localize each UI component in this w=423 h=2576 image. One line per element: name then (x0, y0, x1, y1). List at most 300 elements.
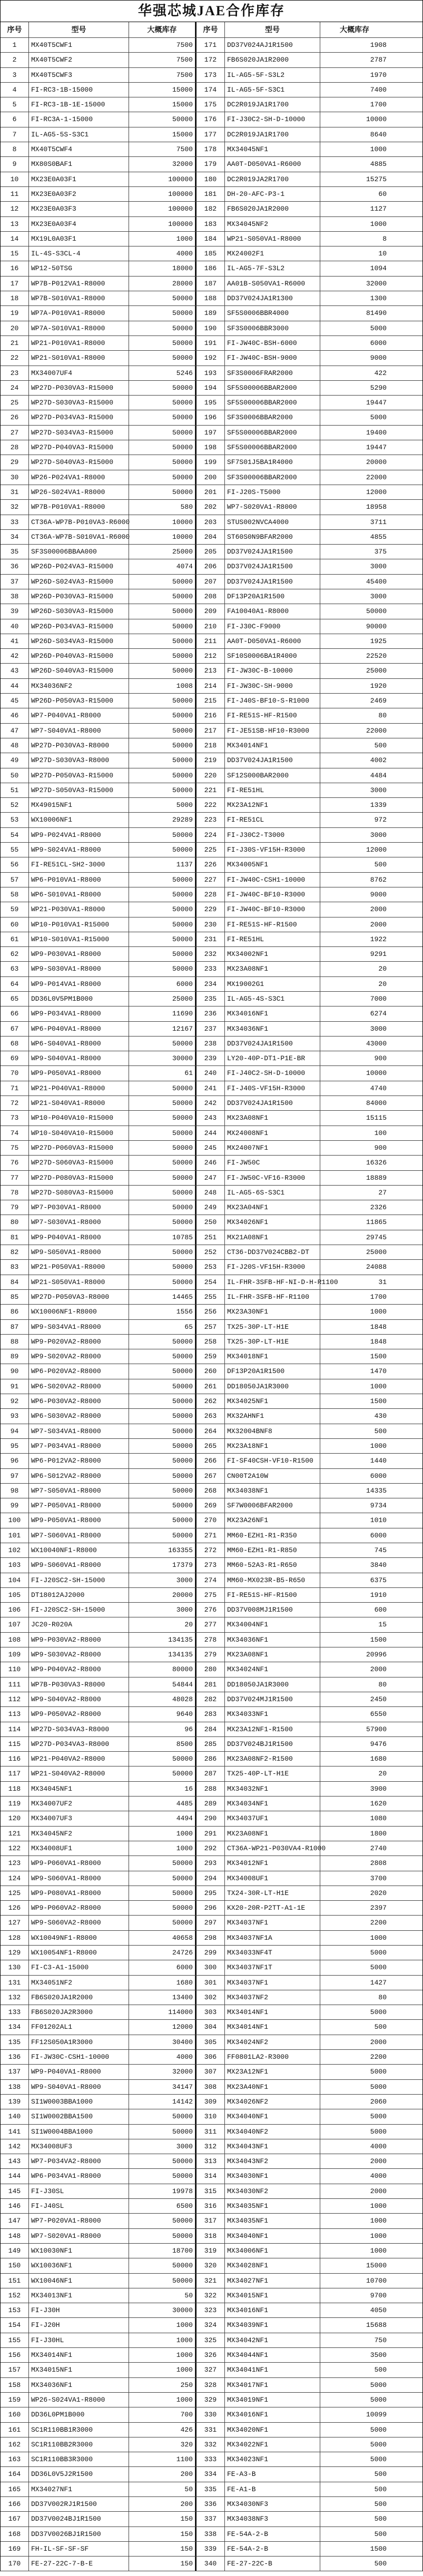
table-row (1, 887, 422, 902)
table-row (1, 1037, 422, 1051)
model-cell: WX10040NF1-R8000 (29, 1543, 129, 1557)
model-cell: WP26D-P040VA3-R15000 (29, 649, 129, 663)
table-row (1, 2065, 422, 2079)
qty-cell: 1000 (129, 2318, 195, 2332)
qty-cell: 9291 (370, 950, 387, 959)
table-row (1, 396, 422, 410)
qty-cell: 50000 (129, 768, 195, 783)
qty-cell: 50000 (129, 410, 195, 425)
qty-cell: 2000 (370, 2187, 387, 2195)
qty-cell: 5000 (370, 2113, 387, 2121)
row-number: 86 (1, 1305, 29, 1319)
qty-cell: 25000 (366, 667, 387, 675)
qty-cell: 8762 (370, 875, 387, 884)
qty-cell: 45400 (366, 577, 387, 586)
qty-cell: 500 (374, 2500, 387, 2508)
model-cell: FI-J20SC2-SH-15000 (29, 1603, 129, 1617)
qty-cell: 1556 (129, 1305, 195, 1319)
qty-cell: 2808 (370, 1859, 387, 1868)
qty-cell: 11690 (129, 1006, 195, 1021)
model-cell: WP27D-S040VA3-R15000 (29, 455, 129, 469)
row-number: 18 (1, 291, 29, 305)
table-row (1, 1349, 422, 1364)
row-number: 304 (196, 2020, 225, 2034)
model-cell: DD18050JA1R3000 (225, 1677, 320, 1692)
row-number: 336 (196, 2497, 225, 2511)
model-cell: WP26D-P050VA3-R15000 (29, 694, 129, 708)
model-cell: MX24007NF1 (225, 1141, 320, 1155)
model-cell: MX23A08NF1 (225, 962, 320, 976)
row-number: 104 (1, 1573, 29, 1587)
row-number: 160 (1, 2407, 29, 2422)
row-number: 302 (196, 1990, 225, 2005)
qty-cell: 14142 (129, 2095, 195, 2109)
qty-cell: 5000 (370, 2425, 387, 2434)
model-cell: WP27D-P080VA3-R15000 (29, 1171, 129, 1185)
qty-cell: 6274 (370, 1010, 387, 1018)
model-cell: WP7-P034VA2-R8000 (29, 2154, 129, 2168)
qty-cell: 50000 (129, 1349, 195, 1364)
qty-cell: 29289 (129, 813, 195, 827)
model-cell: WP7B-P012VA1-R8000 (29, 277, 129, 291)
qty-cell: 900 (374, 1054, 387, 1063)
model-cell: MX23A12NF1-R1500 (225, 1722, 320, 1736)
qty-cell: 24088 (366, 1263, 387, 1271)
model-cell: WP26D-S040VA3-R15000 (29, 664, 129, 678)
model-cell: IL-4S-S3CL-4 (29, 246, 129, 261)
qty-cell: 50000 (129, 649, 195, 663)
model-cell: IL-FHR-3SFB-HF-NI-D-H-R1100 (225, 1275, 320, 1289)
model-cell: FI-J20SC2-SH-15000 (29, 1573, 129, 1587)
qty-cell: 1000 (129, 232, 195, 246)
model-cell: WP9-S030VA1-R8000 (29, 962, 129, 976)
row-number: 237 (196, 1022, 225, 1036)
table-row (1, 426, 422, 440)
model-cell: WP26-S024VA1-R8000 (29, 485, 129, 499)
qty-cell: 80 (378, 712, 387, 720)
table-row (1, 1051, 422, 1066)
row-number: 131 (1, 1976, 29, 1990)
qty-cell: 20996 (366, 1651, 387, 1659)
table-row (1, 1171, 422, 1186)
row-number: 282 (196, 1692, 225, 1706)
row-number: 279 (196, 1647, 225, 1662)
model-cell: WP9-P040VA1-R8000 (29, 1230, 129, 1245)
qty-cell: 1970 (370, 71, 387, 79)
model-cell: SC1R110BB3R3000 (29, 2452, 129, 2466)
table-row (1, 724, 422, 738)
model-cell: WP10-P010VA1-R15000 (29, 917, 129, 932)
row-number: 73 (1, 1111, 29, 1125)
qty-cell: 500 (374, 2530, 387, 2538)
model-cell: MM60-52A3-R1-R650 (225, 1558, 320, 1572)
row-number: 122 (1, 1841, 29, 1855)
model-cell: FI-J40C2-SH-D-10000 (225, 1066, 320, 1080)
table-row (1, 68, 422, 83)
row-number: 236 (196, 1006, 225, 1021)
table-row (1, 1245, 422, 1260)
qty-cell: 150 (129, 2542, 195, 2556)
row-number: 228 (196, 887, 225, 902)
qty-cell: 2326 (370, 1203, 387, 1212)
header-row (1, 22, 422, 38)
row-number: 154 (1, 2318, 29, 2332)
qty-cell: 5246 (129, 366, 195, 380)
model-cell: WP26-S024VA1-R8000 (29, 2393, 129, 2407)
row-number: 42 (1, 649, 29, 663)
model-cell: WP7-S034VA1-R8000 (29, 1424, 129, 1438)
qty-cell: 50000 (129, 2154, 195, 2168)
row-number: 13 (1, 217, 29, 231)
qty-cell: 50000 (129, 426, 195, 440)
row-number: 298 (196, 1931, 225, 1945)
row-number: 113 (1, 1707, 29, 1721)
table-row (1, 1260, 422, 1275)
header-no-right: 序号 (196, 22, 225, 37)
row-number: 231 (196, 932, 225, 946)
table-row (1, 321, 422, 336)
row-number: 234 (196, 977, 225, 991)
row-number: 206 (196, 559, 225, 574)
row-number: 286 (196, 1752, 225, 1766)
model-cell: CT36A-WP7B-S010VA1-R6000 (29, 530, 129, 544)
qty-cell: 30400 (129, 2035, 195, 2049)
model-cell: TX25-30P-LT-H1E (225, 1335, 320, 1349)
qty-cell: 50000 (129, 440, 195, 455)
row-number: 134 (1, 2020, 29, 2034)
qty-cell: 250 (129, 2378, 195, 2392)
model-cell: MX40T5CWF3 (29, 68, 129, 82)
qty-cell: 50000 (129, 694, 195, 708)
qty-cell: 20 (378, 1770, 387, 1778)
model-cell: DD37V024JA1R1500 (225, 559, 320, 574)
model-cell: MX34023NF1 (225, 2452, 320, 2466)
qty-cell: 50000 (129, 902, 195, 916)
model-cell: WP9-S040VA1-R8000 (29, 1051, 129, 1065)
table-row (1, 843, 422, 857)
qty-cell: 15000 (129, 83, 195, 97)
qty-cell: 6000 (129, 977, 195, 991)
model-cell: FI-RE51HL (225, 932, 320, 946)
row-number: 323 (196, 2303, 225, 2317)
qty-cell: 50000 (129, 619, 195, 634)
row-number: 188 (196, 291, 225, 305)
row-number: 280 (196, 1662, 225, 1676)
row-number: 143 (1, 2154, 29, 2168)
model-cell: MX34005NF1 (225, 857, 320, 872)
qty-cell: 600 (374, 1606, 387, 1614)
qty-cell: 7000 (370, 995, 387, 1003)
qty-cell: 7500 (129, 68, 195, 82)
qty-cell: 19447 (366, 399, 387, 407)
header-model-right: 型号 (225, 22, 320, 37)
row-number: 321 (196, 2274, 225, 2288)
model-cell: FI-RC3A-1-15000 (29, 112, 129, 126)
model-cell: MX32AHNF1 (225, 1409, 320, 1423)
row-number: 22 (1, 351, 29, 365)
row-number: 128 (1, 1931, 29, 1945)
table-row (1, 2363, 422, 2377)
qty-cell: 3000 (129, 1573, 195, 1587)
model-cell: MX34012NF1 (225, 1856, 320, 1870)
table-row (1, 2080, 422, 2095)
row-number: 133 (1, 2005, 29, 2019)
qty-cell: 80 (378, 1993, 387, 2001)
row-number: 25 (1, 396, 29, 410)
table-row (1, 142, 422, 157)
table-row (1, 485, 422, 500)
qty-cell: 10 (378, 250, 387, 258)
qty-cell: 500 (374, 861, 387, 869)
table-row (1, 604, 422, 619)
qty-cell: 1010 (370, 1516, 387, 1525)
model-cell: SF5S0006BBR4000 (225, 306, 320, 320)
row-number: 329 (196, 2393, 225, 2407)
qty-cell: 50000 (129, 2274, 195, 2288)
qty-cell: 9000 (370, 890, 387, 899)
table-row (1, 589, 422, 604)
table-row (1, 2348, 422, 2363)
table-row (1, 1946, 422, 1960)
row-number: 96 (1, 1454, 29, 1468)
model-cell: WP7-S060VA1-R8000 (29, 1528, 129, 1543)
table-row (1, 649, 422, 664)
table-row (1, 2378, 422, 2393)
table-row (1, 38, 422, 53)
row-number: 8 (1, 142, 29, 156)
qty-cell: 50000 (129, 1409, 195, 1423)
row-number: 247 (196, 1171, 225, 1185)
qty-cell: 50000 (129, 843, 195, 857)
qty-cell: 20000 (366, 458, 387, 467)
table-row (1, 381, 422, 396)
table-row (1, 515, 422, 530)
model-cell: MX34027NF1 (29, 2482, 129, 2496)
row-number: 268 (196, 1484, 225, 1498)
qty-cell: 15275 (366, 175, 387, 183)
qty-cell: 4484 (370, 771, 387, 779)
model-cell: MX34007UF4 (29, 366, 129, 380)
row-number: 223 (196, 813, 225, 827)
model-cell: WP7-S020VA1-R8000 (225, 500, 320, 514)
qty-cell: 50000 (129, 1901, 195, 1915)
row-number: 267 (196, 1469, 225, 1483)
row-number: 288 (196, 1782, 225, 1796)
row-number: 265 (196, 1439, 225, 1453)
model-cell: DC2R019JA1R1700 (225, 127, 320, 142)
row-number: 141 (1, 2125, 29, 2139)
qty-cell: 50000 (129, 1484, 195, 1498)
qty-cell: 57900 (366, 1725, 387, 1733)
row-number: 148 (1, 2229, 29, 2243)
model-cell: MX34015NF1 (29, 2363, 129, 2377)
qty-cell: 96 (129, 1722, 195, 1736)
row-number: 217 (196, 724, 225, 738)
table-row (1, 2482, 422, 2497)
model-cell: SF10S0006BA1R4000 (225, 649, 320, 663)
table-row (1, 1737, 422, 1752)
table-row (1, 1394, 422, 1409)
model-cell: WP26D-P034VA3-R15000 (29, 619, 129, 634)
qty-cell: 12000 (129, 2020, 195, 2034)
model-cell: WP7-S030VA1-R8000 (29, 1215, 129, 1229)
model-cell: FI-J40S-BF10-S-R1000 (225, 694, 320, 708)
model-cell: WP27D-P060VA3-R15000 (29, 1141, 129, 1155)
qty-cell: 200 (129, 2497, 195, 2511)
qty-cell: 7500 (129, 53, 195, 67)
table-row (1, 828, 422, 843)
row-number: 203 (196, 515, 225, 529)
qty-cell: 50000 (129, 306, 195, 320)
model-cell: MX34045NF1 (225, 142, 320, 156)
qty-cell: 50000 (129, 291, 195, 305)
model-cell: WP21-P050VA1-R8000 (29, 1260, 129, 1274)
model-cell: WP9-P024VA1-R8000 (29, 828, 129, 842)
model-cell: WP6-P012VA2-R8000 (29, 1454, 129, 1468)
model-cell: WP21-S050VA1-R8000 (29, 1275, 129, 1289)
qty-cell: 12000 (366, 488, 387, 496)
model-cell: WX10006NF1 (29, 813, 129, 827)
model-cell: DD37V024JA1R1500 (225, 1096, 320, 1110)
model-cell: WP7-P020VA1-R8000 (29, 2214, 129, 2228)
row-number: 253 (196, 1260, 225, 1274)
model-cell: WP7-S020VA1-R8000 (29, 2229, 129, 2243)
qty-cell: 6000 (370, 339, 387, 347)
qty-cell: 900 (374, 1143, 387, 1152)
model-cell: WX10049NF1-R8000 (29, 1931, 129, 1945)
qty-cell: 1620 (370, 1800, 387, 1808)
row-number: 116 (1, 1752, 29, 1766)
qty-cell: 8500 (129, 1737, 195, 1751)
row-number: 109 (1, 1647, 29, 1662)
table-row (1, 1990, 422, 2005)
row-number: 207 (196, 575, 225, 589)
table-row (1, 1647, 422, 1662)
qty-cell: 7500 (129, 142, 195, 156)
model-cell: WP27D-S060VA3-R15000 (29, 1156, 129, 1170)
row-number: 127 (1, 1916, 29, 1930)
row-number: 194 (196, 381, 225, 395)
qty-cell: 1000 (370, 145, 387, 154)
row-number: 6 (1, 112, 29, 126)
row-number: 312 (196, 2139, 225, 2154)
qty-cell: 54844 (129, 1677, 195, 1692)
qty-cell: 10000 (129, 515, 195, 529)
model-cell: DD18050JA1R3000 (225, 1379, 320, 1394)
table-row (1, 500, 422, 515)
model-cell: MX23E0A03F4 (29, 217, 129, 231)
row-number: 62 (1, 947, 29, 961)
table-row (1, 83, 422, 97)
table-row (1, 2437, 422, 2452)
qty-cell: 1000 (129, 2333, 195, 2347)
row-number: 241 (196, 1081, 225, 1095)
row-number: 161 (1, 2423, 29, 2437)
qty-cell: 1680 (129, 1976, 195, 1990)
table-row (1, 440, 422, 455)
row-number: 289 (196, 1797, 225, 1811)
model-cell: DH-20-AFC-P3-1 (225, 187, 320, 201)
row-number: 260 (196, 1364, 225, 1378)
qty-cell: 50000 (129, 1752, 195, 1766)
qty-cell: 1500 (370, 2544, 387, 2553)
row-number: 49 (1, 753, 29, 767)
table-row (1, 1782, 422, 1797)
row-number: 95 (1, 1439, 29, 1453)
model-cell: WP27D-S030VA3-R8000 (29, 753, 129, 767)
qty-cell: 1000 (370, 2202, 387, 2210)
row-number: 211 (196, 634, 225, 648)
qty-cell: 2000 (370, 2038, 387, 2046)
qty-cell: 50000 (129, 947, 195, 961)
model-cell: WP9-P080VA1-R8000 (29, 1886, 129, 1900)
table-row (1, 1096, 422, 1111)
table-row (1, 664, 422, 678)
model-cell: FI-JW30C-SH-9000 (225, 679, 320, 693)
table-row (1, 679, 422, 694)
model-cell: MM60-MX023R-B5-R650 (225, 1573, 320, 1587)
qty-cell: 1127 (370, 205, 387, 213)
row-number: 239 (196, 1051, 225, 1065)
row-number: 137 (1, 2065, 29, 2079)
qty-cell: 4002 (370, 756, 387, 765)
row-number: 200 (196, 470, 225, 485)
row-number: 215 (196, 694, 225, 708)
model-cell: DD37V002RJ1R1500 (29, 2497, 129, 2511)
qty-cell: 1700 (370, 101, 387, 109)
row-number: 257 (196, 1320, 225, 1334)
row-number: 66 (1, 1006, 29, 1021)
table-row (1, 97, 422, 112)
row-number: 272 (196, 1543, 225, 1557)
model-cell: MX34033NF1 (225, 1707, 320, 1721)
model-cell: WP21-S050VA1-R8000 (225, 232, 320, 246)
qty-cell: 18889 (366, 1173, 387, 1182)
model-cell: WP7-P034VA1-R8000 (29, 1439, 129, 1453)
qty-cell: 9000 (370, 354, 387, 362)
model-cell: MX34004NF1 (225, 1617, 320, 1632)
model-cell: WP7-S050VA1-R8000 (29, 1484, 129, 1498)
qty-cell: 50000 (129, 2258, 195, 2273)
table-row (1, 2035, 422, 2050)
model-cell: DD37V024JA1R1300 (225, 291, 320, 305)
qty-cell: 43000 (366, 1039, 387, 1048)
table-row (1, 783, 422, 798)
row-number: 125 (1, 1886, 29, 1900)
row-number: 333 (196, 2452, 225, 2466)
row-number: 40 (1, 619, 29, 634)
row-number: 76 (1, 1156, 29, 1170)
row-number: 334 (196, 2467, 225, 2481)
qty-cell: 50000 (129, 485, 195, 499)
header-no: 序号 (1, 22, 29, 37)
table-row (1, 1617, 422, 1632)
model-cell: MX23A30NF1 (225, 1305, 320, 1319)
model-cell: MX19002G1 (225, 977, 320, 991)
model-cell: FI-J40SL (29, 2199, 129, 2213)
qty-cell: 20 (378, 980, 387, 988)
table-row (1, 1976, 422, 1990)
model-cell: WP21-S040VA1-R8000 (29, 1096, 129, 1110)
model-cell: SF3S0006BBAR2000 (225, 410, 320, 425)
model-cell: FB6S020JA2R3000 (29, 2005, 129, 2019)
table-row (1, 1722, 422, 1737)
model-cell: FI-RC3-1B-15000 (29, 83, 129, 97)
model-cell: FI-J20S-VF15H-R3000 (225, 1260, 320, 1274)
row-number: 163 (1, 2452, 29, 2466)
model-cell: WP21-S040VA2-R8000 (29, 1766, 129, 1781)
qty-cell: 50000 (129, 2125, 195, 2139)
